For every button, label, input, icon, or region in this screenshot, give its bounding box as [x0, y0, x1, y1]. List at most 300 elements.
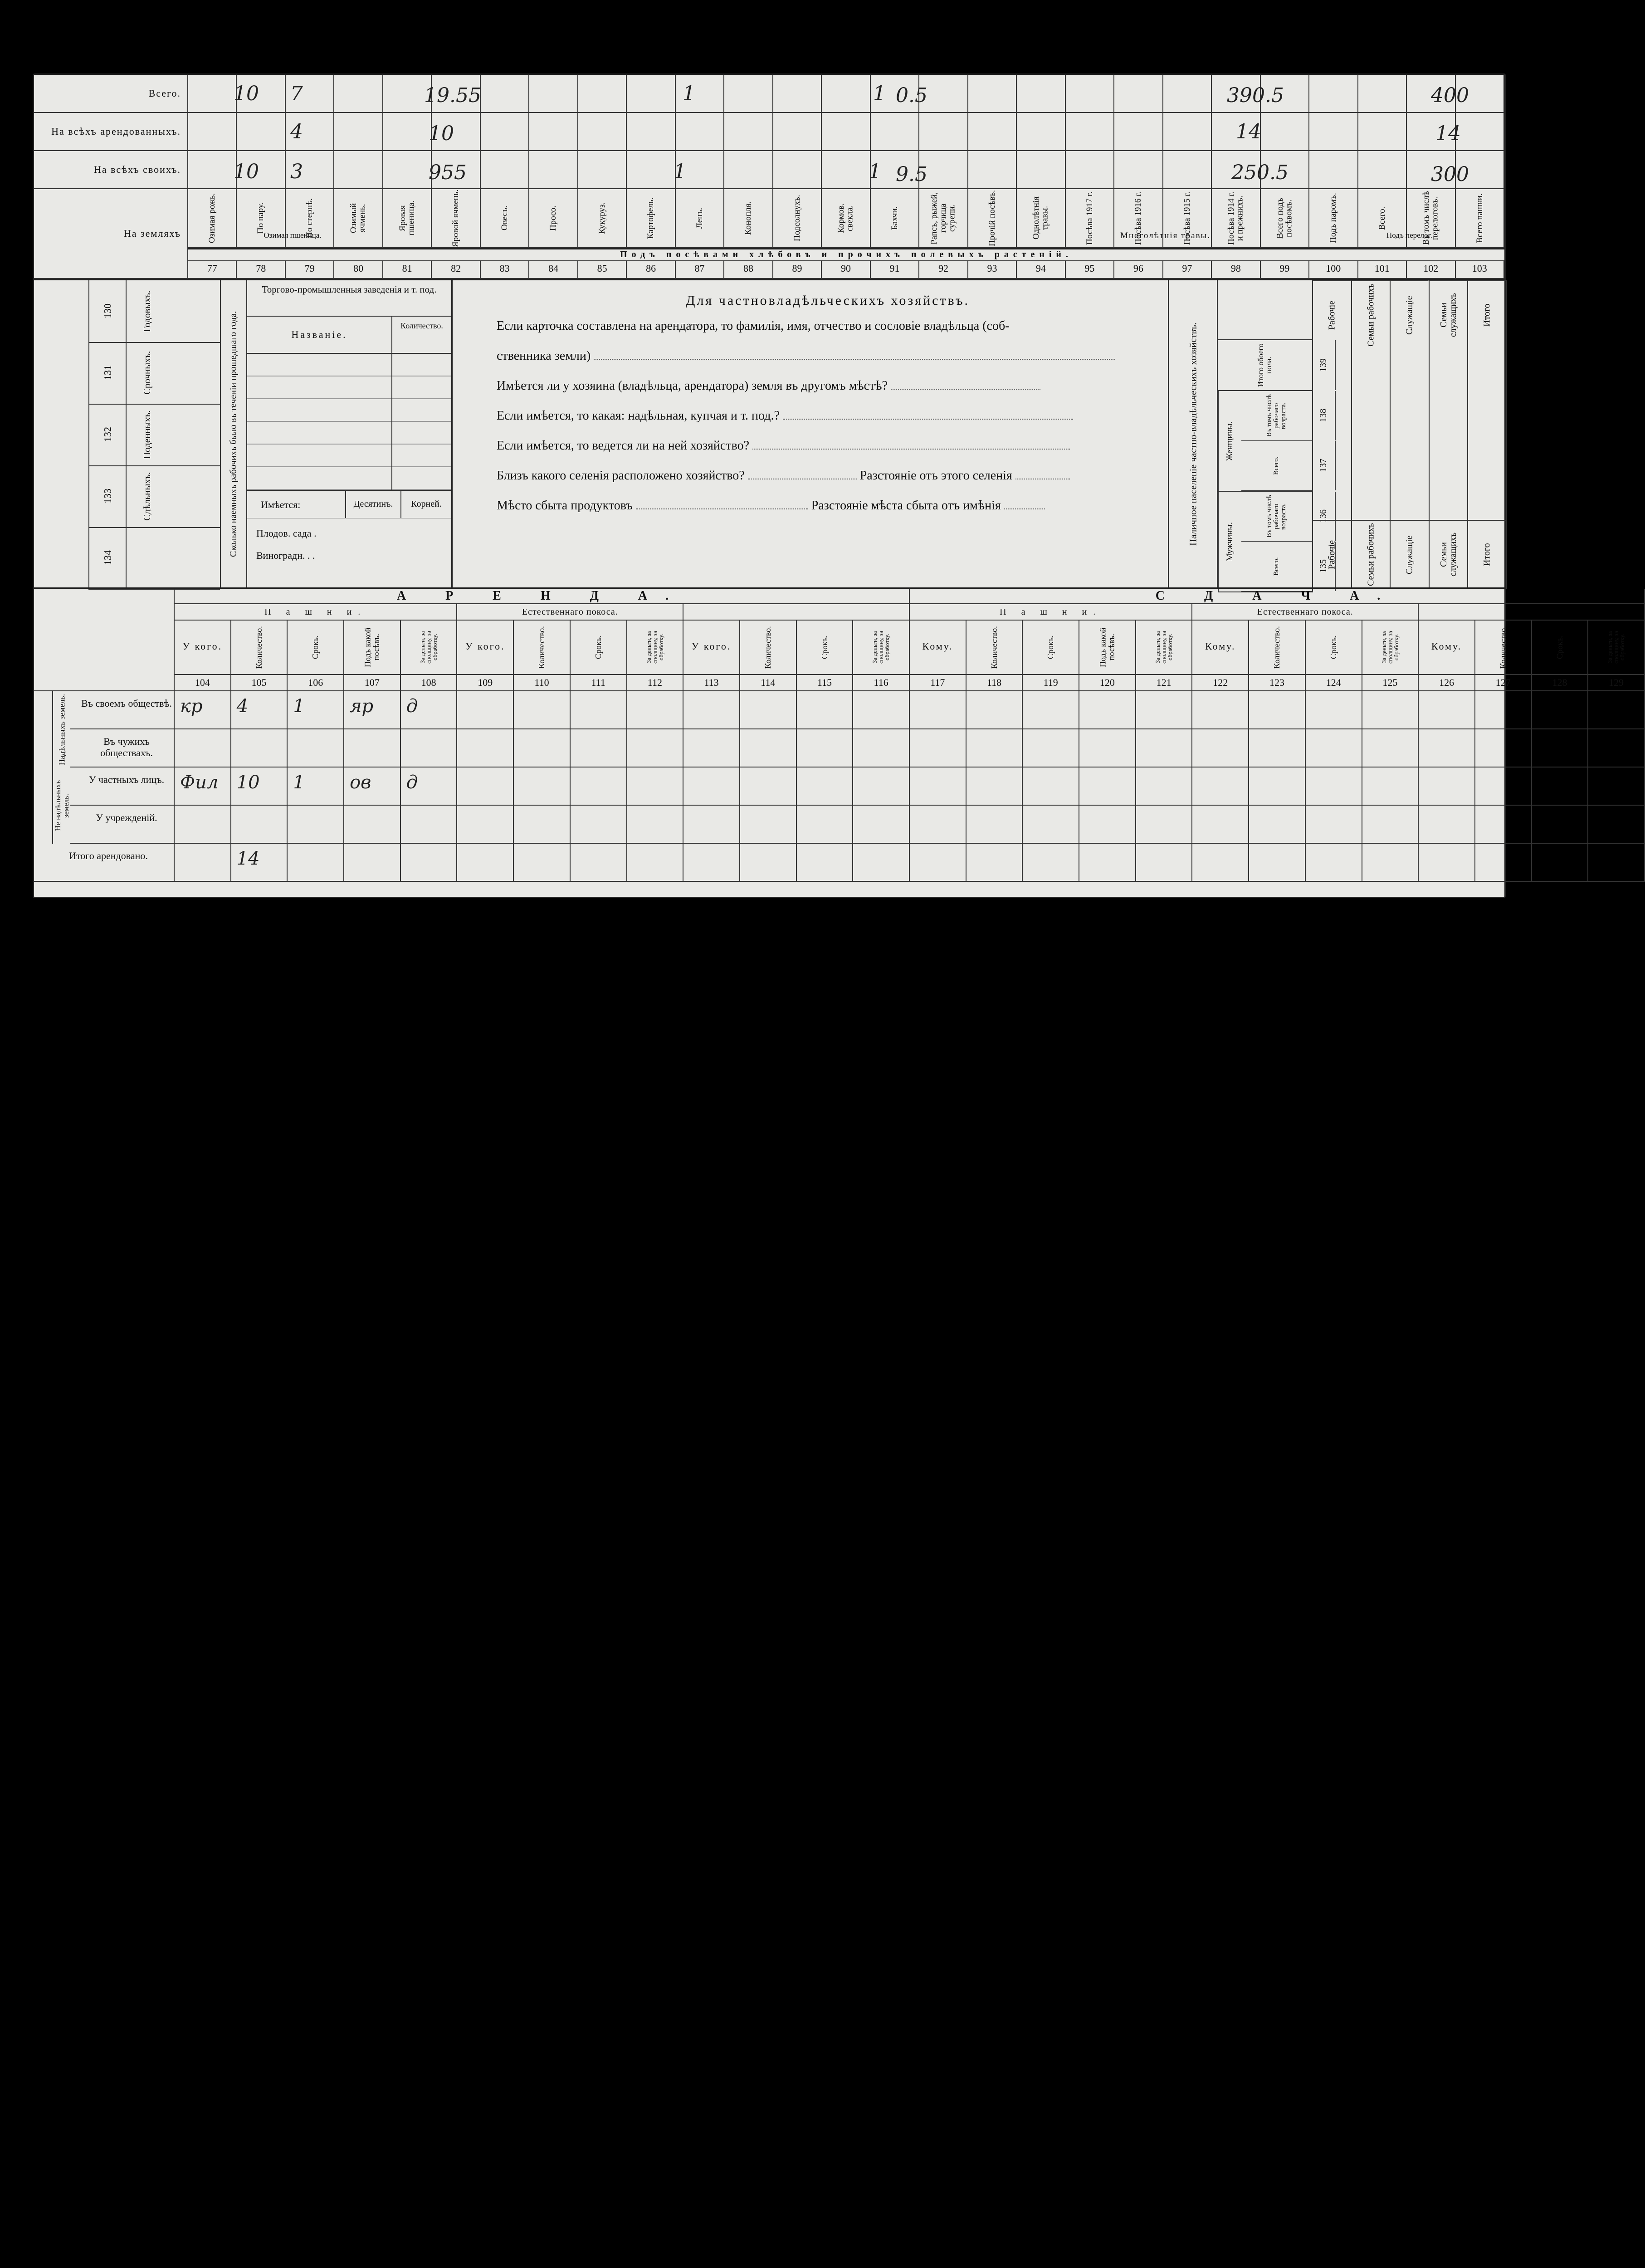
lease-entry-cell[interactable] — [1249, 806, 1306, 844]
worker-row — [88, 342, 220, 405]
crop-header: Кормов. свекла. — [836, 203, 855, 233]
lease-col-header — [1023, 621, 1079, 675]
right-col-value[interactable] — [1391, 349, 1429, 521]
lease-entry-cell[interactable] — [175, 844, 231, 882]
right-col-header-top: Рабочiе — [1313, 280, 1351, 349]
population-sex-label: Мужчины. — [1218, 492, 1241, 591]
lease-col-header-text: Кому. — [1205, 640, 1236, 652]
lease-entry-cell[interactable] — [457, 691, 514, 729]
questions-block — [460, 280, 1168, 589]
lease-entry-cell[interactable] — [853, 729, 910, 767]
lease-entry-cell[interactable] — [1419, 844, 1475, 882]
lease-entry-cell[interactable] — [1362, 844, 1419, 882]
lease-entry-cell[interactable] — [797, 806, 854, 844]
entry-cell[interactable] — [578, 75, 627, 113]
entry-cell[interactable] — [773, 151, 822, 189]
crops-banner: Подъ посѣвами хлѣбовъ и прочихъ полевыхъ растенiй. — [188, 248, 1504, 261]
crop-header-cell — [383, 189, 432, 248]
lease-col-header-text: Срокъ. — [311, 635, 320, 660]
lease-entry-cell[interactable] — [1023, 691, 1079, 729]
worker-row-label — [126, 527, 167, 589]
lease-entry-cell[interactable] — [683, 729, 740, 767]
column-number: 92 — [919, 259, 968, 279]
lease-entry-cell[interactable] — [344, 806, 401, 844]
crop-header: Озимый ячмень. — [349, 203, 368, 234]
population-table — [1218, 280, 1328, 589]
lease-col-header-text: Количество. — [763, 626, 772, 669]
entry-cell[interactable] — [627, 151, 675, 189]
lease-entry-cell[interactable] — [457, 767, 514, 806]
hw-own-1: 10 — [234, 160, 259, 183]
lease-entry-cell[interactable] — [797, 844, 854, 882]
lease-entry-cell[interactable] — [401, 729, 458, 767]
column-number: 82 — [432, 259, 480, 279]
entry-cell[interactable] — [383, 113, 432, 151]
lease-entry-cell[interactable] — [1532, 729, 1589, 767]
lease-entry-cell[interactable] — [1136, 729, 1193, 767]
entry-cell[interactable] — [481, 151, 529, 189]
lease-entry-cell[interactable] — [1249, 767, 1306, 806]
lease-entry-cell[interactable] — [910, 767, 966, 806]
hw-rented-1: 4 — [290, 120, 303, 143]
worker-row-value[interactable] — [167, 280, 220, 342]
crop-header: Посѣва 1914 г. и прежнихъ. — [1226, 191, 1245, 245]
hw-rented-4: 14 — [1435, 122, 1461, 145]
lease-hw-cell[interactable] — [401, 691, 458, 729]
lease-hw-cell[interactable] — [231, 691, 288, 729]
entry-cell[interactable] — [627, 113, 675, 151]
lease-column-number: 108 — [401, 675, 458, 691]
entry-cell[interactable] — [1163, 151, 1212, 189]
crop-header: Рапсъ, рыжей, горчица сурепи. — [929, 192, 957, 244]
worker-row-label: Срочныхъ. — [126, 342, 167, 404]
lease-entry-cell[interactable] — [1362, 767, 1419, 806]
lease-entry-cell[interactable] — [1588, 767, 1645, 806]
hw-own-5: 1 — [869, 160, 881, 183]
lease-entry-cell[interactable] — [1419, 691, 1475, 729]
lease-entry-cell[interactable] — [1475, 767, 1532, 806]
lease-entry-cell[interactable] — [740, 691, 797, 729]
lease-entry-cell[interactable] — [1306, 844, 1362, 882]
handwritten-entry: д — [406, 696, 418, 717]
lease-hw-cell[interactable] — [175, 691, 231, 729]
lease-entry-cell[interactable] — [231, 806, 288, 844]
entry-cell[interactable] — [383, 151, 432, 189]
question-distance-text: Разстоянiе отъ этого селенiя — [859, 469, 1012, 483]
lease-entry-cell[interactable] — [1192, 767, 1249, 806]
entry-cell[interactable] — [968, 75, 1017, 113]
population-sub-label: Въ томъ числѣ рабочаго возраста. — [1265, 394, 1287, 437]
lease-entry-cell[interactable] — [966, 767, 1023, 806]
lease-row-label: Въ чужихъ обществахъ. — [70, 729, 175, 767]
entry-cell[interactable] — [334, 75, 383, 113]
lease-entry-cell[interactable] — [288, 844, 344, 882]
lease-col-header — [457, 621, 514, 675]
lease-col-header — [514, 621, 571, 675]
lease-entry-cell[interactable] — [966, 729, 1023, 767]
lease-entry-cell[interactable] — [1192, 844, 1249, 882]
lease-entry-cell[interactable] — [1136, 806, 1193, 844]
entry-cell[interactable] — [1017, 113, 1065, 151]
lease-group-header: Естественнаго покоса. — [457, 604, 683, 621]
entry-cell[interactable] — [773, 113, 822, 151]
row-label-rented: На всѣхъ арендованныхъ. — [34, 113, 188, 151]
entry-cell[interactable] — [1261, 113, 1309, 151]
lease-entry-cell[interactable] — [683, 844, 740, 882]
worker-row — [88, 465, 220, 528]
entry-cell[interactable] — [529, 113, 578, 151]
lease-col-header — [1532, 621, 1589, 675]
group-label-nadel: Надѣльныхъ земель. — [52, 691, 71, 767]
lease-entry-cell[interactable] — [1532, 844, 1589, 882]
column-number: 100 — [1309, 259, 1358, 279]
crop-header: По пару. — [256, 202, 266, 234]
lease-column-number: 117 — [910, 675, 966, 691]
lease-col-header-text: Срокъ. — [1046, 635, 1055, 660]
entry-cell[interactable] — [1309, 113, 1358, 151]
right-col-header-top: Служащiе — [1391, 280, 1429, 349]
fallow-label: Подъ перелог. — [1386, 231, 1432, 240]
lease-entry-cell[interactable] — [344, 844, 401, 882]
lease-entry-cell[interactable] — [1079, 806, 1136, 844]
worker-row-number: 134 — [88, 527, 126, 589]
lease-entry-cell[interactable] — [966, 691, 1023, 729]
lease-entry-cell[interactable] — [1588, 691, 1645, 729]
population-sex-label: Женщины. — [1218, 391, 1241, 491]
lease-entry-cell[interactable] — [514, 844, 571, 882]
right-col-value[interactable] — [1313, 349, 1351, 521]
private-farm-section — [34, 279, 1504, 589]
lease-entry-cell[interactable] — [853, 844, 910, 882]
lease-entry-cell[interactable] — [627, 806, 684, 844]
lease-entry-cell[interactable] — [288, 729, 344, 767]
entry-cell[interactable] — [188, 75, 237, 113]
lease-entry-cell[interactable] — [288, 806, 344, 844]
lease-section — [34, 587, 1626, 901]
entry-cell[interactable] — [1163, 75, 1212, 113]
entry-cell[interactable] — [627, 75, 675, 113]
right-col-value[interactable] — [1430, 349, 1468, 521]
lease-entry-cell[interactable] — [627, 729, 684, 767]
entry-cell[interactable] — [724, 75, 773, 113]
question-village — [497, 461, 1159, 491]
question-village-text: Близъ какого селенiя расположено хозяйство? — [497, 469, 745, 483]
column-number: 79 — [286, 259, 334, 279]
winter-wheat-label: Озимая пшеница. — [264, 231, 322, 240]
lease-entry-cell[interactable] — [571, 767, 627, 806]
entry-cell[interactable] — [578, 113, 627, 151]
entry-cell[interactable] — [1114, 113, 1163, 151]
lease-entry-cell[interactable] — [797, 729, 854, 767]
entry-cell[interactable] — [919, 113, 968, 151]
entry-cell[interactable] — [1163, 113, 1212, 151]
entry-cell[interactable] — [334, 113, 383, 151]
lease-entry-cell[interactable] — [1306, 806, 1362, 844]
lease-entry-cell[interactable] — [1475, 806, 1532, 844]
crop-header-cell — [871, 189, 919, 248]
entry-cell[interactable] — [822, 151, 870, 189]
lease-entry-cell[interactable] — [683, 767, 740, 806]
lease-entry-cell[interactable] — [1136, 844, 1193, 882]
column-number: 77 — [188, 259, 237, 279]
lease-entry-cell[interactable] — [1306, 767, 1362, 806]
population-number: 137 — [1312, 441, 1336, 490]
hw-own-4: 1 — [674, 160, 686, 183]
population-label: Наличное населенiе частно-владѣльческихъ хозяйствъ. — [1187, 323, 1199, 546]
lease-group-header — [1419, 604, 1645, 621]
population-empty-top — [1218, 280, 1313, 340]
lease-entry-cell[interactable] — [853, 767, 910, 806]
entry-cell[interactable] — [529, 151, 578, 189]
orchard-label: Плодов. сада . — [256, 528, 317, 539]
entry-cell[interactable] — [1066, 113, 1114, 151]
lease-entry-cell[interactable] — [853, 691, 910, 729]
lease-entry-cell[interactable] — [1249, 729, 1306, 767]
lease-entry-cell[interactable] — [1023, 844, 1079, 882]
lease-entry-cell[interactable] — [910, 729, 966, 767]
question-other-land-text: Имѣется ли у хозяина (владѣльца, арендатора) земля въ другомъ мѣстѣ? — [497, 379, 888, 393]
lease-entry-cell[interactable] — [1419, 806, 1475, 844]
entry-cell[interactable] — [724, 113, 773, 151]
lease-hw-cell[interactable] — [231, 844, 288, 882]
entry-cell[interactable] — [1456, 113, 1504, 151]
desyatin-header: Десятинъ. — [345, 491, 401, 518]
lease-col-header-text: Подъ какой посѣвъ. — [1098, 627, 1116, 667]
lease-entry-cell[interactable] — [797, 691, 854, 729]
population-number: 136 — [1312, 492, 1336, 541]
lease-hw-cell[interactable] — [231, 767, 288, 806]
hired-workers-label-cell — [220, 280, 247, 589]
question-owner-cont — [497, 341, 1159, 371]
lease-entry-cell[interactable] — [571, 691, 627, 729]
lease-entry-cell[interactable] — [1588, 806, 1645, 844]
lease-entry-cell[interactable] — [740, 767, 797, 806]
entry-cell[interactable] — [481, 75, 529, 113]
lease-entry-cell[interactable] — [571, 806, 627, 844]
entry-cell[interactable] — [578, 151, 627, 189]
crop-header: Всего пашни. — [1474, 193, 1484, 243]
worker-row-number: 133 — [88, 465, 126, 527]
column-number: 89 — [773, 259, 822, 279]
lease-entry-cell[interactable] — [457, 844, 514, 882]
lease-entry-cell[interactable] — [401, 844, 458, 882]
lease-entry-cell[interactable] — [1419, 767, 1475, 806]
lease-entry-cell[interactable] — [1532, 691, 1589, 729]
entry-cell[interactable] — [237, 113, 285, 151]
lease-col-header — [1079, 621, 1136, 675]
column-number: 98 — [1212, 259, 1260, 279]
lease-entry-cell[interactable] — [1475, 844, 1532, 882]
lease-entry-cell[interactable] — [175, 729, 231, 767]
crop-header-cell — [627, 189, 675, 248]
crop-header-cell — [481, 189, 529, 248]
right-col-value[interactable] — [1352, 349, 1390, 521]
handwritten-entry: Фил — [180, 772, 219, 793]
lease-entry-cell[interactable] — [966, 806, 1023, 844]
column-number: 102 — [1407, 259, 1455, 279]
lease-entry-cell[interactable] — [1079, 844, 1136, 882]
entry-cell[interactable] — [1114, 151, 1163, 189]
lease-hw-cell[interactable] — [288, 767, 344, 806]
crop-header-cell — [578, 189, 627, 248]
lease-entry-cell[interactable] — [1532, 806, 1589, 844]
population-sub-row — [1241, 441, 1328, 491]
lease-entry-cell[interactable] — [1136, 767, 1193, 806]
lease-entry-cell[interactable] — [457, 806, 514, 844]
lease-entry-cell[interactable] — [627, 844, 684, 882]
entry-cell[interactable] — [968, 113, 1017, 151]
right-col-value[interactable] — [1468, 349, 1506, 521]
total-both-label: Итого обоего пола. — [1256, 343, 1273, 387]
worker-row-value[interactable] — [167, 527, 220, 589]
lease-col-header — [401, 621, 458, 675]
entry-cell[interactable] — [1114, 75, 1163, 113]
lease-entry-cell[interactable] — [1023, 806, 1079, 844]
lease-column-number: 127 — [1475, 675, 1532, 691]
lease-entry-cell[interactable] — [627, 691, 684, 729]
lease-entry-cell[interactable] — [1023, 729, 1079, 767]
entry-cell[interactable] — [871, 113, 919, 151]
lease-entry-cell[interactable] — [1419, 729, 1475, 767]
lease-col-header-text: За деньги, за сполщину, за обработку. — [1606, 631, 1626, 664]
hw-own-8: 300 — [1431, 163, 1469, 186]
entry-cell[interactable] — [822, 113, 870, 151]
lease-entry-cell[interactable] — [344, 729, 401, 767]
entry-cell[interactable] — [773, 75, 822, 113]
perennial-label: Многолѣтнiя травы. — [1120, 231, 1211, 240]
entry-cell[interactable] — [1309, 75, 1358, 113]
entry-cell[interactable] — [1309, 151, 1358, 189]
entry-cell[interactable] — [822, 75, 870, 113]
lease-entry-cell[interactable] — [1192, 806, 1249, 844]
handwritten-total: 14 — [236, 848, 260, 869]
lease-entry-cell[interactable] — [1192, 691, 1249, 729]
lease-entry-cell[interactable] — [1306, 691, 1362, 729]
lease-col-header-text: Количество. — [1272, 626, 1282, 669]
lease-entry-cell[interactable] — [627, 767, 684, 806]
lease-entry-cell[interactable] — [1079, 729, 1136, 767]
lease-entry-cell[interactable] — [1023, 767, 1079, 806]
lease-hw-cell[interactable] — [175, 767, 231, 806]
lease-entry-cell[interactable] — [514, 691, 571, 729]
question-market-distance-text: Разстоянiе мѣста сбыта отъ имѣнiя — [811, 499, 1001, 513]
lease-entry-cell[interactable] — [1475, 729, 1532, 767]
crop-header: Въ томъ числѣ перелоговъ. — [1421, 191, 1440, 245]
lease-entry-cell[interactable] — [683, 806, 740, 844]
lease-entry-cell[interactable] — [1588, 729, 1645, 767]
hw-own-6: 9.5 — [896, 163, 927, 186]
entry-cell[interactable] — [968, 151, 1017, 189]
lease-entry-cell[interactable] — [1362, 691, 1419, 729]
lease-entry-cell[interactable] — [740, 844, 797, 882]
entry-cell[interactable] — [724, 151, 773, 189]
row-label-lands: На земляхъ — [34, 189, 188, 279]
lease-entry-cell[interactable] — [1532, 767, 1589, 806]
lease-entry-cell[interactable] — [1588, 844, 1645, 882]
lease-entry-cell[interactable] — [910, 806, 966, 844]
entry-cell[interactable] — [1066, 151, 1114, 189]
entry-cell[interactable] — [529, 75, 578, 113]
lease-entry-cell[interactable] — [1306, 729, 1362, 767]
lease-entry-cell[interactable] — [1079, 691, 1136, 729]
lease-entry-cell[interactable] — [797, 767, 854, 806]
population-right-col — [1352, 280, 1391, 589]
lease-table — [175, 589, 1645, 901]
entry-cell[interactable] — [1358, 113, 1407, 151]
lease-entry-cell[interactable] — [514, 806, 571, 844]
lease-entry-cell[interactable] — [1136, 691, 1193, 729]
lease-col-header — [1192, 621, 1249, 675]
entry-cell[interactable] — [1017, 75, 1065, 113]
lease-entry-cell[interactable] — [571, 729, 627, 767]
entry-cell[interactable] — [334, 151, 383, 189]
lease-entry-cell[interactable] — [1249, 691, 1306, 729]
entry-cell[interactable] — [188, 113, 237, 151]
lease-entry-cell[interactable] — [401, 806, 458, 844]
lease-entry-cell[interactable] — [910, 844, 966, 882]
population-sub — [1241, 492, 1328, 591]
lease-column-number: 116 — [853, 675, 910, 691]
lease-col-header-text: За деньги, за сполщину, за обработку. — [1380, 631, 1400, 664]
lease-entry-cell[interactable] — [910, 691, 966, 729]
lease-entry-cell[interactable] — [1079, 767, 1136, 806]
lease-column-number: 110 — [514, 675, 571, 691]
right-col-header-bottom: Итого — [1482, 543, 1492, 567]
lease-entry-cell[interactable] — [457, 729, 514, 767]
lease-entry-cell[interactable] — [231, 729, 288, 767]
lease-entry-cell[interactable] — [853, 806, 910, 844]
worker-row-value[interactable] — [167, 342, 220, 404]
entry-cell[interactable] — [1358, 151, 1407, 189]
lease-hw-cell[interactable] — [344, 691, 401, 729]
lease-hw-cell[interactable] — [288, 691, 344, 729]
entry-cell[interactable] — [1358, 75, 1407, 113]
lease-entry-cell[interactable] — [571, 844, 627, 882]
lease-entry-cell[interactable] — [740, 806, 797, 844]
lease-entry-cell[interactable] — [514, 767, 571, 806]
hw-rented-2: 10 — [429, 122, 454, 145]
worker-row-value[interactable] — [167, 404, 220, 465]
lease-hw-cell[interactable] — [401, 767, 458, 806]
lease-entry-cell[interactable] — [966, 844, 1023, 882]
lease-entry-cell[interactable] — [1475, 691, 1532, 729]
lease-entry-cell[interactable] — [1192, 729, 1249, 767]
worker-row — [88, 404, 220, 466]
lease-entry-cell[interactable] — [1249, 844, 1306, 882]
lease-entry-cell[interactable] — [683, 691, 740, 729]
column-number: 87 — [676, 259, 724, 279]
lease-entry-cell[interactable] — [514, 729, 571, 767]
worker-row-value[interactable] — [167, 465, 220, 527]
lease-hw-cell[interactable] — [344, 767, 401, 806]
lease-entry-cell[interactable] — [740, 729, 797, 767]
entry-cell[interactable] — [676, 113, 724, 151]
column-number: 86 — [627, 259, 675, 279]
column-number: 88 — [724, 259, 773, 279]
column-number: 96 — [1114, 259, 1163, 279]
worker-row-label: Сдѣльныхъ. — [126, 465, 167, 527]
entry-cell[interactable] — [481, 113, 529, 151]
lease-entry-cell[interactable] — [1362, 729, 1419, 767]
question-other-land — [497, 371, 1159, 401]
entry-cell[interactable] — [188, 151, 237, 189]
lease-entry-cell[interactable] — [175, 806, 231, 844]
entry-cell[interactable] — [1017, 151, 1065, 189]
lease-column-number: 106 — [288, 675, 344, 691]
lease-entry-cell[interactable] — [1362, 806, 1419, 844]
crop-header-cell — [919, 189, 968, 248]
entry-cell[interactable] — [1066, 75, 1114, 113]
